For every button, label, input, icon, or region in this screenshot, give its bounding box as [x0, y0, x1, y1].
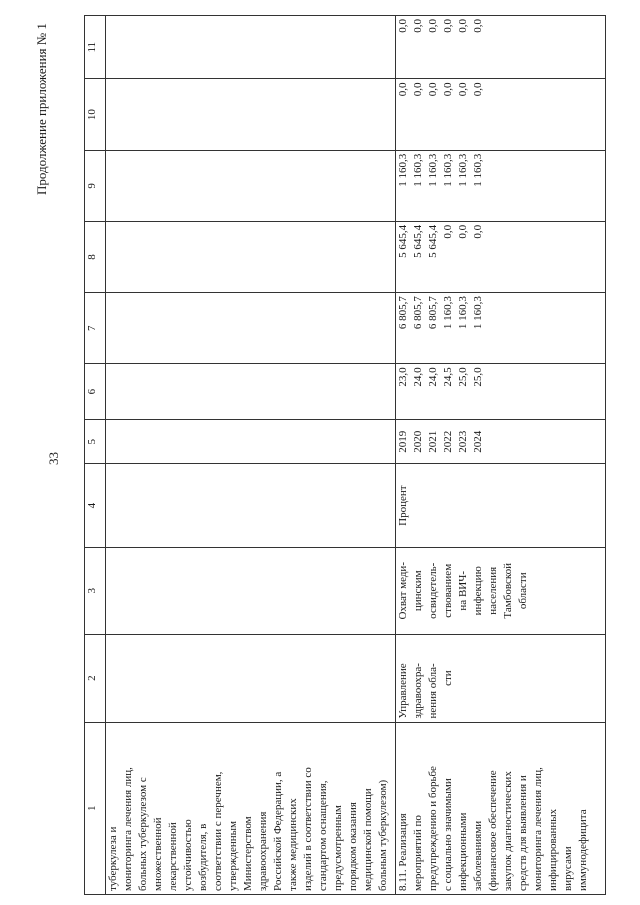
value: 5 645,4 [427, 224, 439, 258]
local-funding-cell [396, 79, 606, 150]
year-value: 2019 [397, 430, 409, 453]
text-line: населения [487, 566, 499, 615]
value: 24,0 [427, 367, 439, 387]
column-number: 11 [85, 16, 106, 80]
column-number: 3 [85, 547, 106, 634]
table-row-tuberculosis [106, 16, 396, 895]
text-line: мониторинга лечения лиц, [532, 767, 544, 891]
value: 0,0 [472, 224, 484, 239]
column-number: 8 [85, 221, 106, 292]
text-line: средств для выявления и [517, 775, 529, 891]
text-line: на ВИЧ- [457, 570, 469, 611]
column-number: 2 [85, 634, 106, 722]
text-line: 8.11. Реализация [397, 813, 409, 891]
year-value: 2021 [427, 430, 439, 453]
value: 0,0 [457, 82, 469, 97]
text-line: закупок диагностических [502, 771, 514, 891]
empty-cell [106, 364, 396, 420]
value: 1 160,3 [442, 153, 454, 187]
empty-cell [106, 419, 396, 464]
text-line: цинским [412, 570, 424, 612]
text-line: Управление [397, 663, 409, 719]
page-number: 33 [46, 452, 61, 465]
text-line: здравоохранения [257, 811, 269, 891]
year-value: 2020 [412, 430, 424, 453]
empty-cell [106, 16, 396, 80]
regional-funding-cell [396, 150, 606, 221]
value: 5 645,4 [412, 224, 424, 258]
value: 24,0 [412, 367, 424, 387]
value: 1 160,3 [442, 296, 454, 330]
text-line: Тамбовской [502, 562, 514, 619]
column-number: 4 [85, 464, 106, 547]
value: 6 805,7 [397, 296, 409, 330]
value: 0,0 [412, 82, 424, 97]
text-line: инфекцию [472, 566, 484, 616]
year-value: 2023 [457, 430, 469, 453]
text-line: с социально значимыми [442, 778, 454, 891]
measure-description-cell [396, 722, 606, 894]
value: 0,0 [442, 224, 454, 239]
value: 25,0 [472, 367, 484, 387]
column-number: 9 [85, 150, 106, 221]
empty-cell [106, 150, 396, 221]
value: 1 160,3 [472, 153, 484, 187]
empty-cell [106, 464, 396, 547]
value: 25,0 [457, 367, 469, 387]
column-number: 7 [85, 293, 106, 364]
value: 23,0 [397, 367, 409, 387]
text-line: больным туберкулезом) [377, 779, 389, 891]
text-line: предупреждению и борьбе [427, 766, 439, 891]
value: 0,0 [472, 19, 484, 33]
column-number: 1 [85, 722, 106, 894]
text-line: стандартом оснащения, [317, 780, 329, 891]
value: 0,0 [457, 224, 469, 239]
indicator-values-cell [396, 364, 606, 420]
text-line: здравоохра- [412, 663, 424, 719]
text-line: ствованием [442, 563, 454, 618]
text-line: иммунодефицита [577, 809, 589, 891]
program-table [84, 15, 606, 895]
continuation-title: Продолжение приложения № 1 [34, 23, 49, 195]
text-line: области [517, 572, 529, 610]
executor-cell [396, 634, 606, 722]
total-funding-cell [396, 293, 606, 364]
text-line: множественной [152, 817, 164, 891]
empty-cell [106, 547, 396, 634]
value: 1 160,3 [412, 153, 424, 187]
empty-cell [106, 293, 396, 364]
value: 0,0 [412, 19, 424, 33]
value: 24,5 [442, 367, 454, 387]
text-line: туберкулеза и [107, 826, 119, 891]
other-funding-cell [396, 16, 606, 80]
value: 0,0 [397, 82, 409, 97]
text-line: порядком оказания [347, 802, 359, 891]
column-number: 5 [85, 419, 106, 464]
value: 0,0 [457, 19, 469, 33]
value: 5 645,4 [397, 224, 409, 258]
value: 6 805,7 [412, 296, 424, 330]
text-line: Охват меди- [397, 562, 409, 620]
text-line: медицинской помощи [362, 788, 374, 891]
text-line: Министерством [242, 816, 254, 891]
text-line: мониторинга лечения лиц, [122, 767, 134, 891]
empty-cell [106, 79, 396, 150]
text-line: (финансовое обеспечение [487, 770, 499, 891]
text-line: утвержденным [227, 820, 239, 891]
value: 0,0 [397, 19, 409, 33]
value: 1 160,3 [457, 153, 469, 187]
value: 1 160,3 [397, 153, 409, 187]
years-cell [396, 419, 606, 464]
text-line: изделий в соответствии со [302, 767, 314, 891]
text-line: нения обла- [427, 663, 439, 719]
text-line: устойчивостью [182, 819, 194, 891]
value: 1 160,3 [427, 153, 439, 187]
text-line: мероприятий по [412, 815, 424, 891]
year-value: 2024 [472, 430, 484, 453]
text-line: больных туберкулезом с [137, 777, 149, 891]
value: 0,0 [442, 82, 454, 97]
indicator-cell [396, 547, 606, 634]
text-line: освидетель- [427, 562, 439, 619]
table-row-hiv [396, 16, 606, 895]
text-line: лекарственной [167, 822, 179, 891]
text-line: возбудителя, в [197, 823, 209, 891]
year-value: 2022 [442, 430, 454, 453]
measure-description-cell [106, 722, 396, 894]
column-number: 10 [85, 79, 106, 150]
text-line: инфицированных [547, 808, 559, 891]
text-line: сти [442, 670, 454, 686]
header-row [85, 16, 106, 895]
text-line: инфекционными [457, 812, 469, 891]
text-line: предусмотренным [332, 805, 344, 891]
text-line: заболеваниями [472, 820, 484, 891]
text-line: Российской Федерации, а [272, 771, 284, 891]
empty-cell [106, 221, 396, 292]
text-line: вирусами [562, 846, 574, 891]
value: 0,0 [427, 82, 439, 97]
value: 0,0 [442, 19, 454, 33]
unit-cell: Процент [396, 464, 606, 547]
text-line: соответствии с перечнем, [212, 771, 224, 891]
value: 1 160,3 [457, 296, 469, 330]
federal-funding-cell [396, 221, 606, 292]
value: 1 160,3 [472, 296, 484, 330]
value: 0,0 [472, 82, 484, 97]
value: 0,0 [427, 19, 439, 33]
value: 6 805,7 [427, 296, 439, 330]
empty-cell [106, 634, 396, 722]
text-line: также медицинских [287, 798, 299, 891]
column-number: 6 [85, 364, 106, 420]
